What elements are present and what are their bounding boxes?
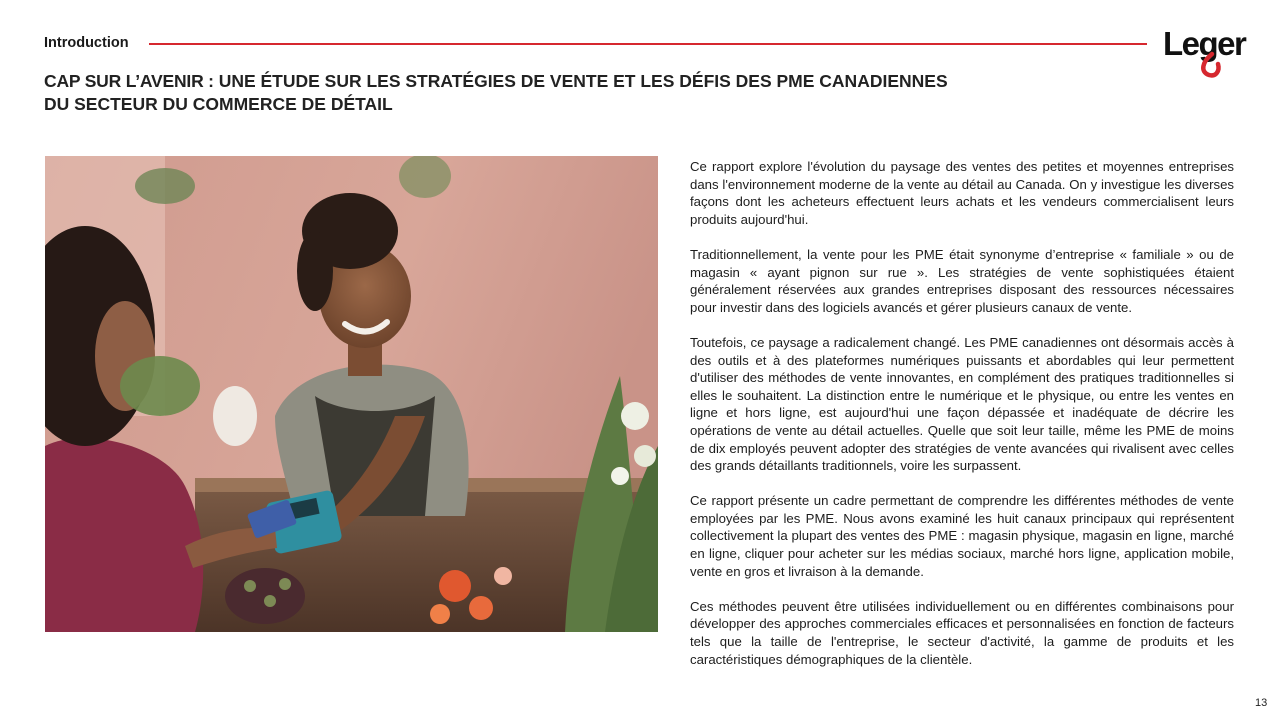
paragraph-3: Toutefois, ce paysage a radicalement changé. Les PME canadiennes ont désormais accès à des outils et à des plateformes numériques puissants et abordables qui leur permettent d'utiliser des méthodes de vente innovantes, en complément des pratiques traditionnelles si elles le souhaitent. La distinction entre le numérique et le physique, ou entre les ventes en ligne et hors ligne, est aujourd'hui une façon dépassée et inadéquate de décrire les opérations de vente au détail actuelles. Quelle que soit leur taille, même les PME de moins de dix employés peuvent adopter des stratégies de vente avancées qui rivalisent avec celles des grands détaillants traditionnels, voire les surpassent. [690,334,1234,474]
page-number: 13 [1255,697,1268,709]
section-label: Introduction [44,35,129,51]
paragraph-2: Traditionnellement, la vente pour les PME était synonyme d’entreprise « familiale » ou de magasin « ayant pignon sur rue ». Les stratégies de vente sophistiquées étaient généralement réservées aux grandes entreprises disposant des ressources nécessaires pour investir dans des logiciels avancés et gérer plusieurs canaux de vente. [690,246,1234,315]
paragraph-1: Ce rapport explore l'évolution du paysage des ventes des petites et moyennes entreprises dans l'environnement moderne de la vente au détail au Canada. On y investigue les diverses façons dont les acheteurs effectuent leurs achats et les vendeurs commercialisent leurs produits aujourd'hui. [690,159,1234,227]
retail-florist-payment-photo-icon [45,156,658,632]
title-lead: CAP SUR L’AVENIR : [44,71,214,91]
retail-photo [45,156,658,632]
paragraph-5: Ces méthodes peuvent être utilisées individuellement ou en différentes combinaisons pour développer des approches commerciales efficaces et personnalisées en fonction de facteurs tels que la taille de l'entreprise, le secteur d'activité, la gamme de produits et les caractéristiques démographiques de la clientèle. [690,598,1234,667]
header-divider [149,43,1147,45]
title-rest: UNE ÉTUDE SUR LES STRATÉGIES DE VENTE ET LES DÉFIS DES PME CANADIENNES DU SECTEUR DU COMMERCE DE DÉTAIL [44,71,948,114]
paragraph-4: Ce rapport présente un cadre permettant de comprendre les différentes méthodes de vente employées par les PME. Nous avons examiné les huit canaux principaux qui représentent collectivement la plupart des ventes des PME : magasin physique, magasin en ligne, marché en ligne, cliquer pour acheter sur les médias sociaux, marché hors ligne, application mobile, vente en gros et livraison à la demande. [690,493,1234,579]
page-title [44,70,964,116]
logo-wordmark: Leger [1163,25,1246,62]
body-text [690,158,1234,686]
leger-logo [1162,24,1254,80]
